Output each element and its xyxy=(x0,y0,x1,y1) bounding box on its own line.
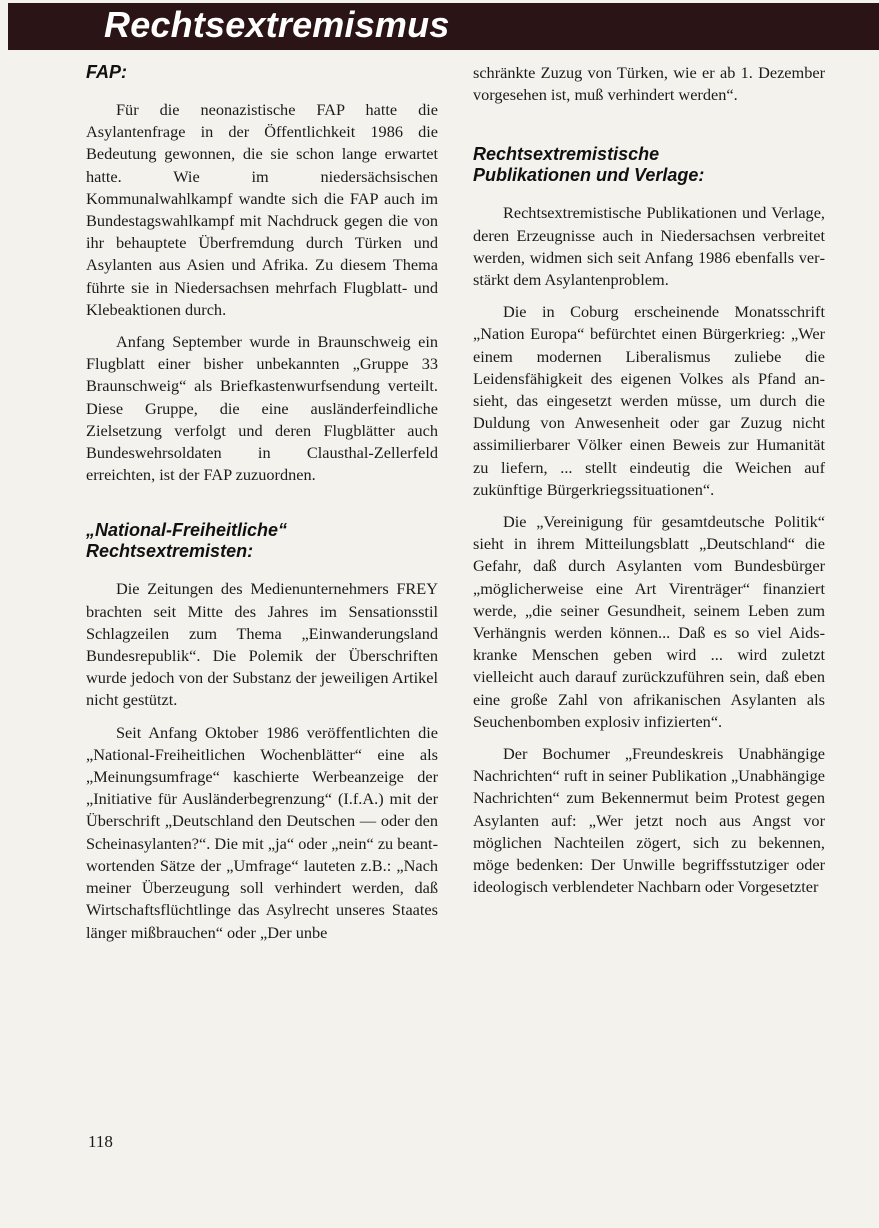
page-title: Rechtsextremismus xyxy=(104,4,450,45)
paragraph: Die „Vereinigung für gesamtdeutsche Politik“ sieht in ihrem Mitteilungsblatt „Deutschland“ die Gefahr, daß durch Asylanten vom Bundesbürger „möglicherweise eine Art Virenträger“ finanziert werde, „die seiner Gesundheit, seinem Leben zum Verhängnis werden können... Daß es so viel Aids-kranke Menschen geben wird ... wird zuletzt vielleicht auch darauf zurückzuführen sein, daß eben eine große Zahl von afrikanischen Asylanten als Seuchenbomben explosiv infizierten“. xyxy=(473,512,825,731)
paragraph: Anfang September wurde in Braunschweig ein Flugblatt einer bisher unbekannten „Gruppe 33 Braunschweig“ als Briefkastenwurfsendung verteilt. Diese Gruppe, die eine ausländerfeindliche Zielsetzung verfolgt und deren Flugblätter auch Bundeswehrsoldaten in Clausthal-Zellerfeld erreichten, ist der FAP zuzuordnen. xyxy=(86,332,438,485)
paragraph: Seit Anfang Oktober 1986 veröffentlichten die „National-Freiheitlichen Wochenblätter“ eine als „Meinungsumfrage“ kaschierte Werbeanzeige der „Initiative für Ausländerbegrenzung“ (I.f.A.) mit der Überschrift „Deutschland den Deutschen — oder den Scheinasylanten?“. Die mit „ja“ oder „nein“ zu beantwortenden Sätze der „Umfrage“ lauteten z.B.: „Nach meiner Überzeugung soll verhindert werden, daß Wirtschaftsflüchtlinge das Asylrecht unseres Staates länger mißbrauchen“ oder „Der unbe xyxy=(86,722,438,942)
paragraph: Rechtsextremistische Publikationen und Verlage, deren Erzeugnisse auch in Niedersachsen verbreitet werden, widmen sich seit Anfang 1986 ebenfalls verstärkt dem Asylantenproblem. xyxy=(473,203,825,290)
header-banner xyxy=(8,3,879,50)
page-number: 118 xyxy=(88,1132,113,1151)
section-heading-national-freiheitliche xyxy=(86,520,438,562)
left-column xyxy=(86,62,438,944)
paragraph: Die in Coburg erscheinende Monatsschrift „Nation Europa“ befürchtet einen Bürgerkrieg: „Wer einem modernen Liberalismus zuliebe die Leidensfähigkeit des eigenen Volkes als Pfand ansieht, das eingesetzt werden müsse, um durch die Duldung von Anwesenheit oder gar Zuzug nicht assimilierbarer Völker einen Beweis zur Humanität zu liefern, ... stellt eindeutig die Weichen auf zukünftige Bürgerkriegssituationen“. xyxy=(473,302,825,499)
section-heading-fap: FAP: xyxy=(86,62,128,82)
paragraph: Die Zeitungen des Medienunternehmers FREY brachten seit Mitte des Jahres im Sensationsstil Schlagzeilen zum Thema „Einwanderungsland Bundesrepublik“. Die Polemik der Überschriften wurde jedoch von der Substanz der jeweiligen Artikel nicht gestützt. xyxy=(86,579,438,710)
heading-line: Rechtsextremisten: xyxy=(86,541,254,562)
heading-line: „National-Freiheitliche“ xyxy=(86,520,288,541)
paragraph-continuation: schränkte Zuzug von Türken, wie er ab 1. Dezember vorgesehen ist, muß verhindert werden“. xyxy=(473,63,825,105)
paragraph: Der Bochumer „Freundeskreis Unabhängige Nachrichten“ ruft in seiner Publikation „Unabhängige Nachrichten“ zum Bekennermut beim Protest gegen Asylanten auf: „Wer jetzt noch aus Angst vor möglichen Nachteilen zögert, sich zu bekennen, möge bedenken: Der Unwille begriffsstutziger oder ideologisch verblendeter Nachbarn oder Vorgesetzter xyxy=(473,744,825,897)
right-column xyxy=(473,62,825,899)
section-heading-publikationen xyxy=(473,144,825,186)
heading-line: Publikationen und Verlage: xyxy=(473,165,705,186)
paragraph: Für die neonazistische FAP hatte die Asylantenfrage in der Öffentlichkeit 1986 die Bedeutung gewonnen, die sie schon lange erwartet hatte. Wie im niedersächsischen Kommunalwahlkampf wandte sich die FAP auch im Bundestagswahlkampf mit Nachdruck gegen die von ihr behauptete Überfremdung durch Türken und Asylanten aus Asien und Afrika. Zu diesem Thema führte sie in Niedersachsen mehrfach Flugblatt- und Klebeaktionen durch. xyxy=(86,100,438,319)
heading-line: Rechtsextremistische xyxy=(473,144,660,165)
